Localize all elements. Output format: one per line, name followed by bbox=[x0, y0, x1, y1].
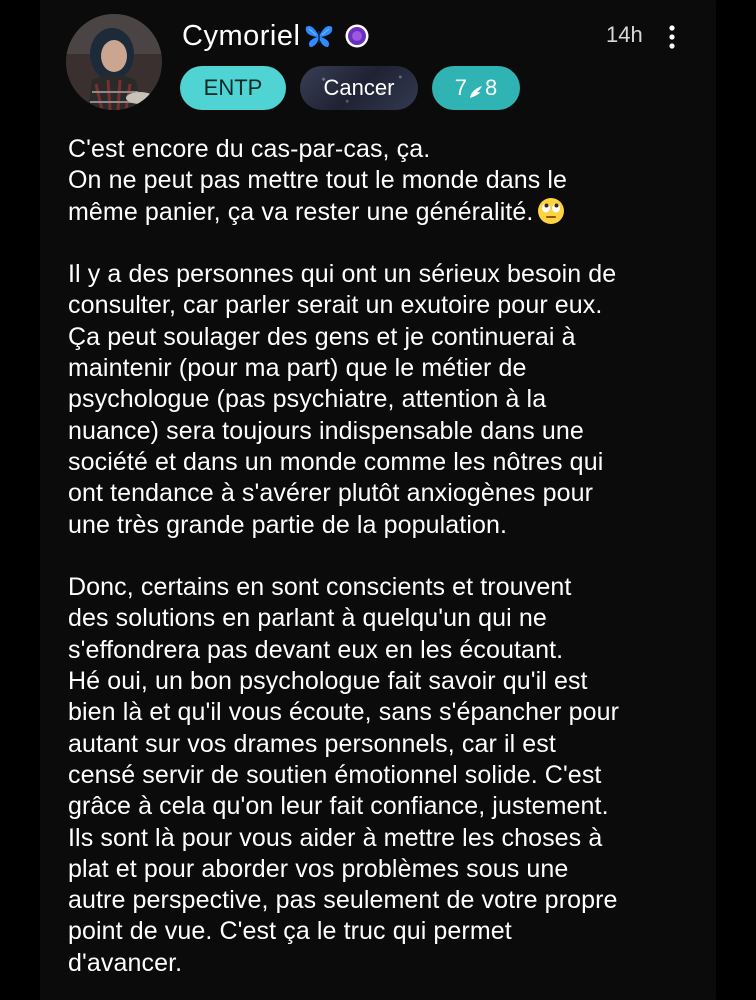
post-line: point de vue. C'est ça le truc qui permet bbox=[68, 917, 512, 946]
post-line: C'est encore du cas-par-cas, ça. bbox=[68, 135, 431, 163]
butterfly-icon bbox=[304, 23, 334, 49]
avatar[interactable] bbox=[66, 14, 162, 110]
post-line: même panier, ça va rester une généralité. bbox=[68, 197, 534, 226]
paragraph bbox=[68, 572, 718, 979]
post-line: une très grande partie de la population. bbox=[68, 510, 508, 539]
paragraph bbox=[68, 134, 718, 228]
post-line: s'effondrera pas devant eux en les écoutant. bbox=[68, 635, 564, 664]
zodiac-badge[interactable]: Cancer bbox=[300, 66, 418, 110]
post-line: nuance) sera toujours indispensable dans une bbox=[68, 416, 584, 445]
username[interactable]: Cymoriel bbox=[182, 19, 301, 52]
post-line: maintenir (pour ma part) que le métier de bbox=[68, 354, 527, 383]
enneagram-badge[interactable] bbox=[432, 66, 520, 110]
post-line: psychologue (pas psychiatre, attention à la bbox=[68, 385, 547, 414]
post-line: autant sur vos drames personnels, car il est bbox=[68, 729, 556, 758]
post-line: Donc, certains en sont conscients et trouvent bbox=[68, 573, 572, 602]
post-timestamp: 14h bbox=[606, 22, 643, 47]
post-line: plat et pour aborder vos problèmes sous une bbox=[68, 854, 569, 883]
post-line: bien là et qu'il vous écoute, sans s'épancher pour bbox=[68, 698, 620, 727]
post-line: Ils sont là pour vous aider à mettre les choses à bbox=[68, 823, 603, 852]
post-line: grâce à cela qu'on leur fait confiance, justement. bbox=[68, 792, 609, 821]
post-body bbox=[68, 134, 718, 1000]
post-line: On ne peut pas mettre tout le monde dans le bbox=[68, 166, 568, 195]
post-line: des solutions en parlant à quelqu'un qui ne bbox=[68, 604, 547, 633]
enneagram-type: 7 bbox=[454, 75, 467, 100]
post-line: Hé oui, un bon psychologue fait savoir qu'il est bbox=[68, 667, 588, 696]
mbti-badge[interactable]: ENTP bbox=[180, 66, 286, 110]
avatar-photo bbox=[66, 14, 162, 110]
face-with-rolling-eyes-icon bbox=[537, 197, 565, 225]
purple-badge-icon bbox=[344, 23, 370, 49]
wing-icon bbox=[468, 80, 484, 96]
more-vertical-icon[interactable] bbox=[666, 24, 678, 50]
post-line: Il y a des personnes qui ont un sérieux besoin de bbox=[68, 260, 617, 289]
post-line: société et dans un monde comme les nôtres qui bbox=[68, 447, 604, 476]
post-line: autre perspective, pas seulement de votre propre bbox=[68, 886, 618, 915]
post-line: censé servir de soutien émotionnel solide. C'est bbox=[68, 760, 602, 789]
post-line: Ça peut soulager des gens et je continuerai à bbox=[68, 322, 576, 351]
post-line: consulter, car parler serait un exutoire pour eux. bbox=[68, 291, 603, 320]
paragraph bbox=[68, 259, 718, 541]
author-row[interactable] bbox=[182, 16, 370, 56]
profile-badges bbox=[180, 66, 520, 110]
post-line-with-emoji bbox=[68, 197, 718, 228]
post-line: d'avancer. bbox=[68, 948, 183, 977]
post-line: ont tendance à s'avérer plutôt anxiogènes pour bbox=[68, 479, 594, 508]
enneagram-wing: 8 bbox=[485, 75, 498, 100]
